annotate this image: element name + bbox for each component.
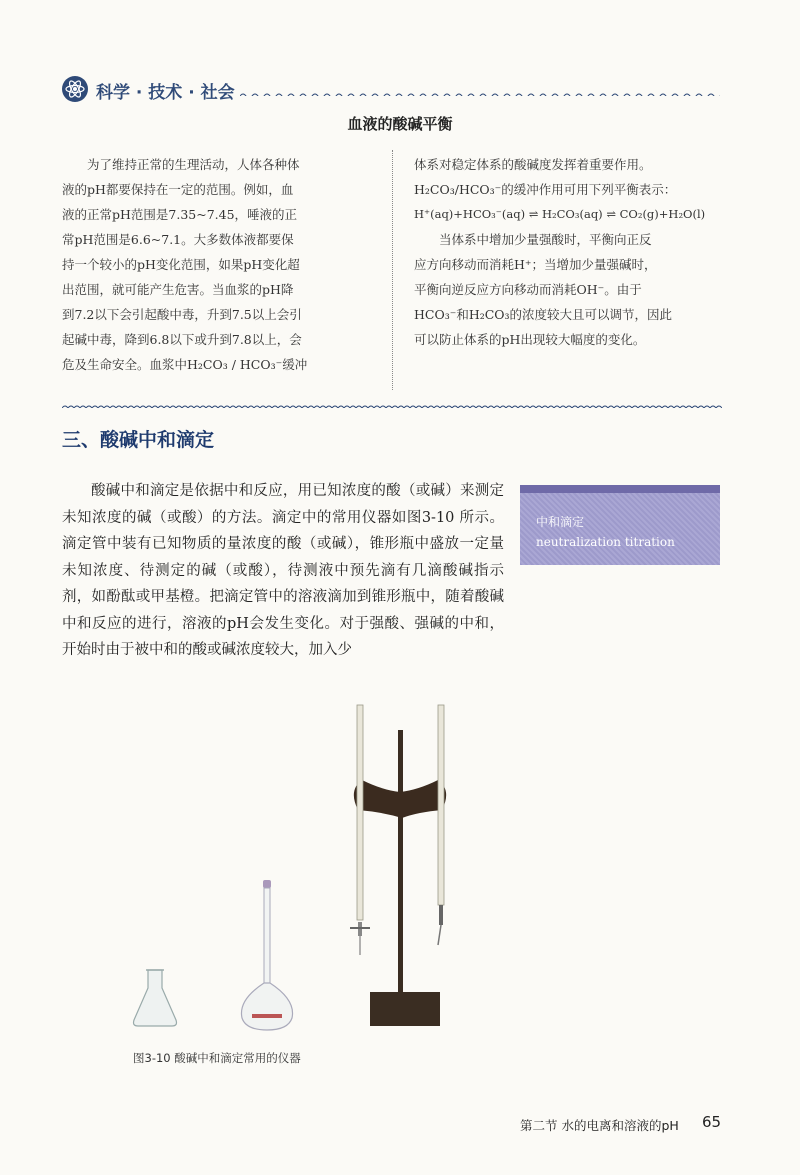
titration-apparatus-figure <box>120 700 480 1040</box>
box-left-line: 到7.2以下会引起酸中毒，升到7.5以上会引 <box>62 307 302 322</box>
box-left-line: 出范围，就可能产生危害。当血浆的pH降 <box>62 282 294 297</box>
erlenmeyer-flask <box>134 970 177 1026</box>
stand-rod <box>398 730 403 995</box>
box-heading: 血液的酸碱平衡 <box>347 115 453 133</box>
box-title: 科学 · 技术 · 社会 <box>96 83 235 103</box>
figure-caption: 图3-10 酸碱中和滴定常用的仪器 <box>133 1051 301 1065</box>
box-right-line: 可以防止体系的pH出现较大幅度的变化。 <box>414 332 646 347</box>
glossary-term-cn: 中和滴定 <box>536 515 585 529</box>
burette-left <box>350 705 370 955</box>
glossary-term-en: neutralization titration <box>536 535 675 549</box>
burette-right <box>438 705 444 945</box>
box-right-line: H₂CO₃/HCO₃⁻的缓冲作用可用下列平衡表示： <box>414 182 677 197</box>
sidebar-stripe <box>520 485 720 493</box>
box-left-line: 液的pH都要保持在一定的范围。例如，血 <box>62 182 294 197</box>
bottom-wave-divider <box>62 398 722 408</box>
box-right-line: 应方向移动而消耗H⁺；当增加少量强碱时， <box>414 257 657 272</box>
box-left-line: 为了维持正常的生理活动，人体各种体 <box>87 157 300 172</box>
glossary-sidebar <box>520 485 720 565</box>
box-right-line: 体系对稳定体系的酸碱度发挥着重要作用。 <box>414 157 652 172</box>
box-right-column <box>414 152 724 352</box>
equilibrium-equation: H⁺(aq)+HCO₃⁻(aq) ⇌ H₂CO₃(aq) ⇌ CO₂(g)+H₂O(l) <box>414 207 706 221</box>
footer-chapter: 第二节 水的电离和溶液的pH <box>520 1118 679 1133</box>
volumetric-flask <box>241 880 292 1030</box>
box-left-line: 起碱中毒，降到6.8以下或升到7.8以上，会 <box>62 332 302 347</box>
box-left-column <box>62 152 380 377</box>
atom-icon <box>62 76 88 102</box>
box-left-line: 危及生命安全。血浆中H₂CO₃ / HCO₃⁻缓冲 <box>62 357 308 372</box>
box-left-line: 液的正常pH范围是7.35~7.45，唾液的正 <box>62 207 298 222</box>
top-wave-divider <box>240 86 720 96</box>
section-body <box>62 478 504 664</box>
section-title: 三、酸碱中和滴定 <box>62 429 215 451</box>
section-paragraph: 酸碱中和滴定是依据中和反应，用已知浓度的酸（或碱）来测定未知浓度的碱（或酸）的方法。滴定中的常用仪器如图3-10 所示。滴定管中装有已知物质的量浓度的酸（或碱），锥形瓶中盛放一定量未知浓度、待测定的碱（或酸），待测液中预先滴有几滴酸碱指示剂，如酚酞或甲基橙。把滴定管中的溶液滴加到锥形瓶中，随着酸碱中和反应的进行，溶液的pH会发生变化。对于强酸、强碱的中和，开始时由于被中和的酸或碱浓度较大，加入少 <box>62 483 504 658</box>
box-right-line: HCO₃⁻和H₂CO₃的浓度较大且可以调节，因此 <box>414 307 673 322</box>
box-right-line: 当体系中增加少量强酸时，平衡向正反 <box>439 232 652 247</box>
stand-base <box>370 992 440 1026</box>
box-left-line: 持一个较小的pH变化范围，如果pH变化超 <box>62 257 300 272</box>
box-left-line: 常pH范围是6.6~7.1。大多数体液都要保 <box>62 232 294 247</box>
page-number: 65 <box>702 1113 722 1131</box>
column-divider <box>392 150 393 390</box>
box-right-line: 平衡向逆反应方向移动而消耗OH⁻。由于 <box>414 282 642 297</box>
